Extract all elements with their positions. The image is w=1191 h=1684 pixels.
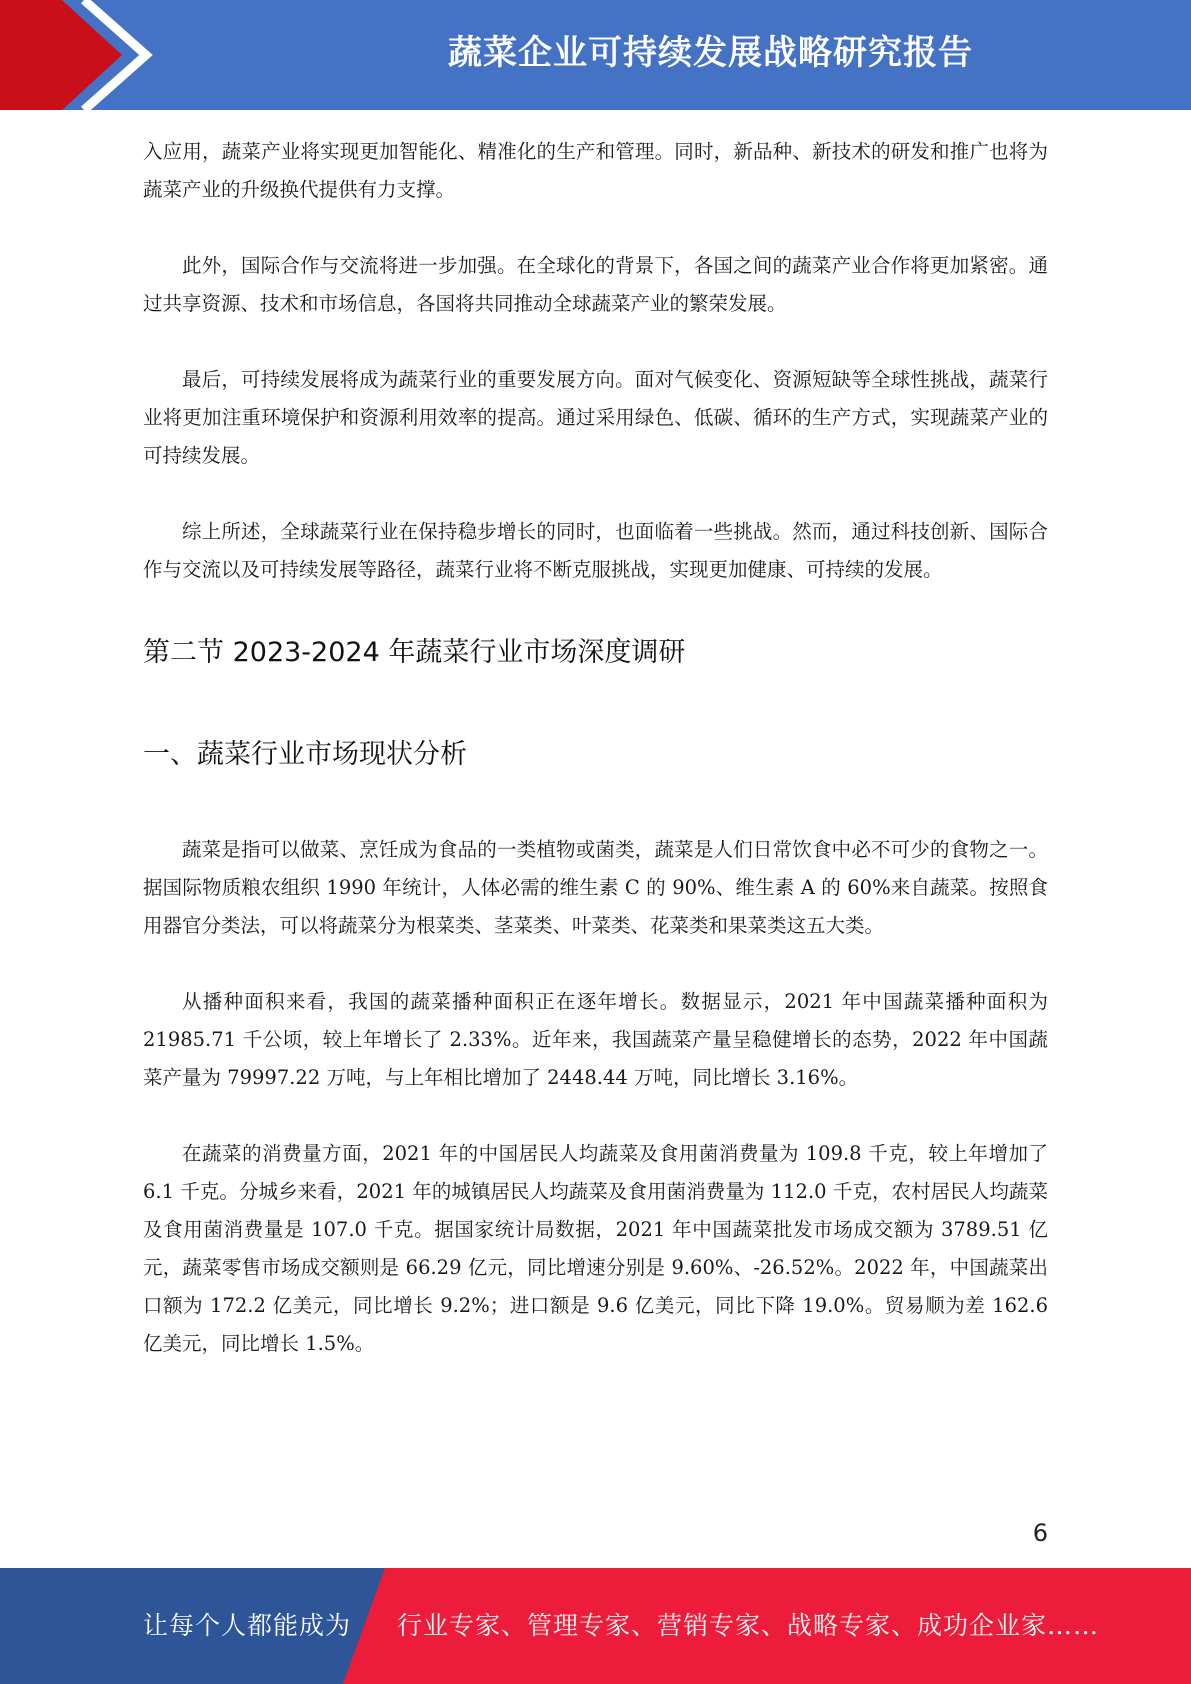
body-paragraph: 在蔬菜的消费量方面，2021 年的中国居民人均蔬菜及食用菌消费量为 109.8 千克，较上年增加了 6.1 千克。分城乡来看，2021 年的城镇居民人均蔬菜及食用菌消费量为 112.0 千克，农村居民人均蔬菜及食用菌消费量是 107.0 千克。据国家统计局数据，2021 年中国蔬菜批发市场成交额为 3789.51 亿元，蔬菜零售市场成交额则是 66.29 亿元，同比增速分别是 9.60%、-26.52%。2022 年，中国蔬菜出口额为 172.2 亿美元，同比增长 9.2%；进口额是 9.6 亿美元，同比下降 19.0%。贸易顺为差 162.6 亿美元，同比增长 1.5%。: [143, 1142, 1048, 1355]
body-paragraph: 综上所述，全球蔬菜行业在保持稳步增长的同时，也面临着一些挑战。然而，通过科技创新、国际合作与交流以及可持续发展等路径，蔬菜行业将不断克服挑战，实现更加健康、可持续的发展。: [143, 520, 1048, 581]
subsection-heading: 一、蔬菜行业市场现状分析: [143, 739, 467, 770]
page-footer: [0, 1568, 1191, 1684]
section-heading: 第二节 2023-2024 年蔬菜行业市场深度调研: [143, 637, 686, 668]
body-paragraph: 蔬菜是指可以做菜、烹饪成为食品的一类植物或菌类，蔬菜是人们日常饮食中必不可少的食物之一。据国际物质粮农组织 1990 年统计，人体必需的维生素 C 的 90%、维生素 A 的 60%来自蔬菜。按照食用器官分类法，可以将蔬菜分为根菜类、茎菜类、叶菜类、花菜类和果菜类这五大类。: [143, 838, 1048, 937]
chevron-decoration: [0, 0, 160, 110]
page-header: [0, 0, 1191, 110]
main-content: [143, 133, 1048, 1363]
footer-slogan-left: 让每个人都能成为: [143, 1611, 352, 1640]
body-paragraph: 入应用，蔬菜产业将实现更加智能化、精准化的生产和管理。同时，新品种、新技术的研发和推广也将为蔬菜产业的升级换代提供有力支撑。: [143, 140, 1048, 201]
body-paragraph: 此外，国际合作与交流将进一步加强。在全球化的背景下，各国之间的蔬菜产业合作将更加紧密。通过共享资源、技术和市场信息，各国将共同推动全球蔬菜产业的繁荣发展。: [143, 254, 1048, 315]
body-paragraph: 最后，可持续发展将成为蔬菜行业的重要发展方向。面对气候变化、资源短缺等全球性挑战，蔬菜行业将更加注重环境保护和资源利用效率的提高。通过采用绿色、低碳、循环的生产方式，实现蔬菜产业的可持续发展。: [143, 368, 1048, 467]
page-number: 6: [1032, 1519, 1048, 1547]
footer-slogan-right: 行业专家、管理专家、营销专家、战略专家、成功企业家……: [397, 1611, 1100, 1640]
body-paragraph: 从播种面积来看，我国的蔬菜播种面积正在逐年增长。数据显示，2021 年中国蔬菜播种面积为 21985.71 千公顷，较上年增长了 2.33%。近年来，我国蔬菜产量呈稳健增长的态势，2022 年中国蔬菜产量为 79997.22 万吨，与上年相比增加了 2448.44 万吨，同比增长 3.16%。: [143, 990, 1048, 1089]
report-title: 蔬菜企业可持续发展战略研究报告: [448, 33, 973, 73]
